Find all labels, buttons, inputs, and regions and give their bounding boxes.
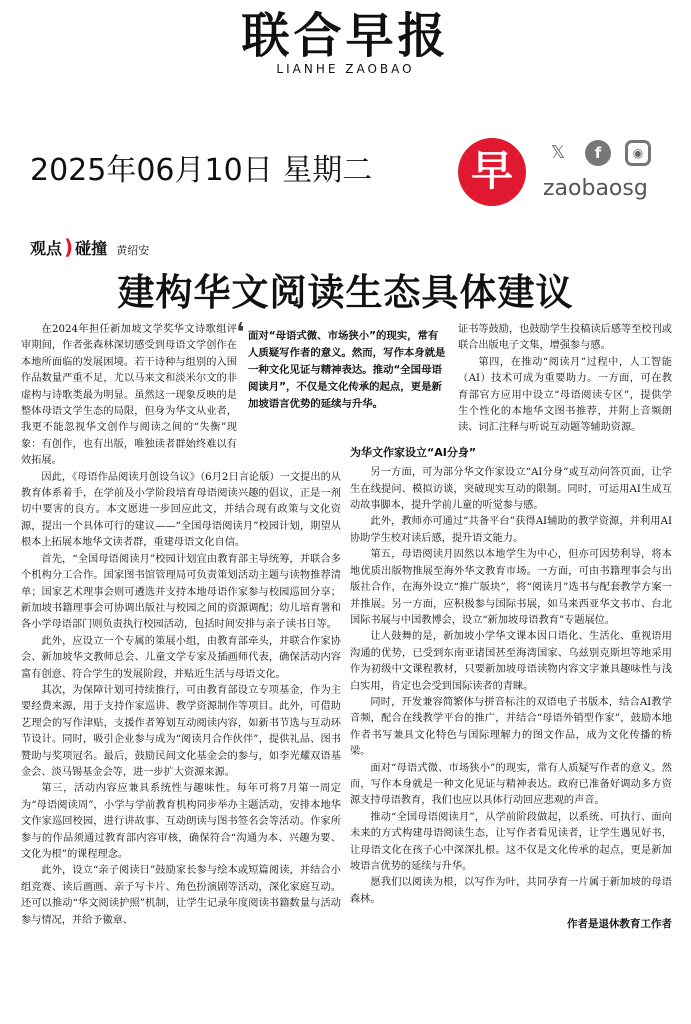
masthead-title: 联合早报 bbox=[241, 8, 450, 64]
paragraph: 第四，在推动“阅读月”过程中，人工智能（AI）技术可成为重要助力。一方面，可在教育部官方应用中设立“母语阅读专区”，提供学生个性化的本地华文图书推荐，并附上音频朗读、词汇注释与听说互动题等辅助资源。 bbox=[458, 356, 672, 434]
author-bio: 作者是退休教育工作者 bbox=[567, 918, 672, 931]
paragraph: 证书等鼓励，也鼓励学生投稿读后感等至校刊或联合出版电子文集，增强参与感。 bbox=[458, 324, 672, 352]
social-links bbox=[545, 140, 651, 166]
instagram-icon[interactable]: ◉ bbox=[625, 140, 651, 166]
subheading: 为华文作家设立“AI分身” bbox=[350, 445, 477, 459]
paragraph: 此外，设立“亲子阅读日”鼓励家长参与绘本或短篇阅读，并结合小组竞赛、读后画画、亲子写卡片、角色扮演剧等活动，深化家庭互动。还可以推动“华文阅读护照”机制，让学生记录年度阅读书籍数量与活动参与情况，并给予徽章、 bbox=[21, 865, 341, 926]
section-tag: 观点 bbox=[30, 239, 63, 258]
paragraph: 让人鼓舞的是，新加坡小学华文课本因口语化、生活化、重视语用沟通的优势，已受到东南亚诸国甚至海湾国家、乌兹别克斯坦等地采用作为初级中文课程教材，只要新加坡母语读物内容文字兼具趣味性与浅白实用，肯定也会受到国际读者的青睐。 bbox=[350, 631, 672, 692]
paragraph: 此外，应设立一个专属的策展小组，由教育部牵头，并联合作家协会、新加坡华文教师总会、儿童文学专家及插画师代表，确保活动内容富有创意、符合学生的发展阶段，并贴近生活与母语文化。 bbox=[21, 635, 341, 680]
article-column-right bbox=[350, 322, 672, 933]
column-tag: 碰撞 bbox=[75, 239, 108, 258]
facebook-icon[interactable]: f bbox=[585, 140, 611, 166]
paragraph: 第五，母语阅读月固然以本地学生为中心，但亦可因势利导，将本地优质出版物推展至海外华文教育市场。一方面，可由书籍理事会与出版社合作，在海外设立“推广版块”，将“阅读月”选书与配套教学方案一并推展。另一方面，应积极参与国际书展，如马来西亚华文书市、台北国际书展与中国教博会，设立“新加坡母语教育”专题展位。 bbox=[350, 549, 672, 626]
paragraph: 面对“母语式微、市场狭小”的现实，常有人质疑写作者的意义。然而，写作本身就是一种文化见证与精神表达。政府已准备好调动多方资源支持母语教育，我们也应以具体行动回应悲观的声音。 bbox=[350, 762, 672, 807]
section-label bbox=[30, 235, 149, 259]
section-divider-icon: ) bbox=[64, 235, 74, 259]
masthead bbox=[0, 8, 691, 76]
paragraph: 首先，“全国母语阅读月”校园计划宜由教育部主导统筹，并联合多个机构分工合作。国家图书馆管理局可负责策划活动主题与读物推荐清单；国家艺术理事会则可遴选并支持本地母语作家参与校园巡回分享；新加坡书籍理事会可协调出版社与校园之间的资源调配；幼儿培育署和各小学母语部门则负责执行校园活动，包括时间安排与亲子读书日等。 bbox=[21, 553, 341, 631]
paragraph: 同时，开发兼容简繁体与拼音标注的双语电子书版本，结合AI教学音频，配合在线教学平台的推广，并结合“母语外销型作家”，鼓励本地作者书写兼具文化特色与国际理解力的图文作品，成为文化传播的桥梁。 bbox=[350, 696, 672, 758]
article-column-left bbox=[21, 322, 341, 929]
pull-quote: 面对“母语式微、市场狭小”的现实，常有人质疑写作者的意义。然而，写作本身就是一种文化见证与精神表达。推动“全国母语阅读月”，不仅是文化传承的起点，更是新加坡语言优势的延续与升华。 bbox=[248, 330, 446, 410]
x-icon[interactable]: 𝕏 bbox=[550, 142, 566, 163]
paragraph: 推动“全国母语阅读月”，从学前阶段做起，以系统、可执行、面向未来的方式构建母语阅读生态，让写作者看见读者，让学生遇见好书，让母语文化在孩子心中深深扎根。这不仅是文化传承的起点，更是新加坡语言优势的延续与升华。 bbox=[350, 811, 672, 872]
author-name: 黄绍安 bbox=[116, 244, 150, 257]
paragraph: 另一方面，可为部分华文作家设立“AI分身”或互动问答页面，让学生在线提问、模拟访谈，突破现实互动的限制。同时，可运用AI生成互动故事脚本，提升学前儿童的听觉参与感。 bbox=[350, 467, 672, 512]
zaobao-logo[interactable]: 早 bbox=[458, 138, 526, 206]
paragraph: 其次，为保障计划可持续推行，可由教育部设立专项基金，作为主要经费来源，用于支持作家巡讲、教学资源制作等项目。此外，可借助艺理会的写作津贴，支援作者筹划互动阅读内容，如新书节选与互动环节设计。同时，吸引企业参与成为“阅读月合作伙伴”，提供礼品、图书赞助与奖项冠名。最后，鼓励民间文化基金会的参与，如李光耀双语基金会、淡马锡基金会等，进一步扩大资源来源。 bbox=[21, 684, 341, 778]
social-handle[interactable]: zaobaosg bbox=[543, 176, 648, 201]
paragraph: 因此，《母语作品阅读月创设刍议》（6月2日言论版）一文提出的从教育体系着手，在学前及小学阶段培育母语阅读兴趣的倡议，正是一剂切中要害的良方。本文愿进一步回应此文，并结合现有政策与文化资源，提出一个具体可行的建议——“全国母语阅读月”校园计划，期望从根本上拓展本地华文读者群，重建母语文化自信。 bbox=[21, 471, 341, 549]
paragraph: 在2024年担任新加坡文学奖华文诗歌组评审期间，作者张森林深切感受到母语文学创作在本地所面临的发展困境。若干诗种与组别的入围作品数量严重不足，尤以马来文和淡米尔文的非虚构与诗歌类最为明显。虽然这一现象反映的是整体母语文学生态的局限，但身为华文从业者，我更不能忽视华文创作与阅读之间的“失衡”现象：有创作，也有出版，唯独读者群始终难以有效拓展。 bbox=[21, 324, 237, 467]
paragraph: 第三，活动内容应兼具系统性与趣味性。每年可将7月第一周定为“母语阅读周”，小学与学前教育机构同步举办主题活动，安排本地华文作家巡回校园，进行讲故事、互动朗读与图书签名会等活动。作家所参与的作品须通过教育部内容审核，确保符合“沟通为本、兴趣为要、文化为根”的课程理念。 bbox=[21, 783, 341, 860]
paragraph: 愿我们以阅读为根，以写作为叶，共同孕育一片属于新加坡的母语森林。 bbox=[350, 877, 672, 905]
masthead-subtitle: LIANHE ZAOBAO bbox=[276, 62, 415, 76]
headline: 建构华文阅读生态具体建议 bbox=[117, 271, 574, 314]
date-line: 2025年06月10日 星期二 bbox=[30, 153, 373, 188]
quote-icon: ❛ bbox=[236, 318, 245, 348]
paragraph: 此外，教师亦可通过“共备平台”获得AI辅助的教学资源，并利用AI协助学生校对读后感，提升语文能力。 bbox=[350, 516, 672, 544]
